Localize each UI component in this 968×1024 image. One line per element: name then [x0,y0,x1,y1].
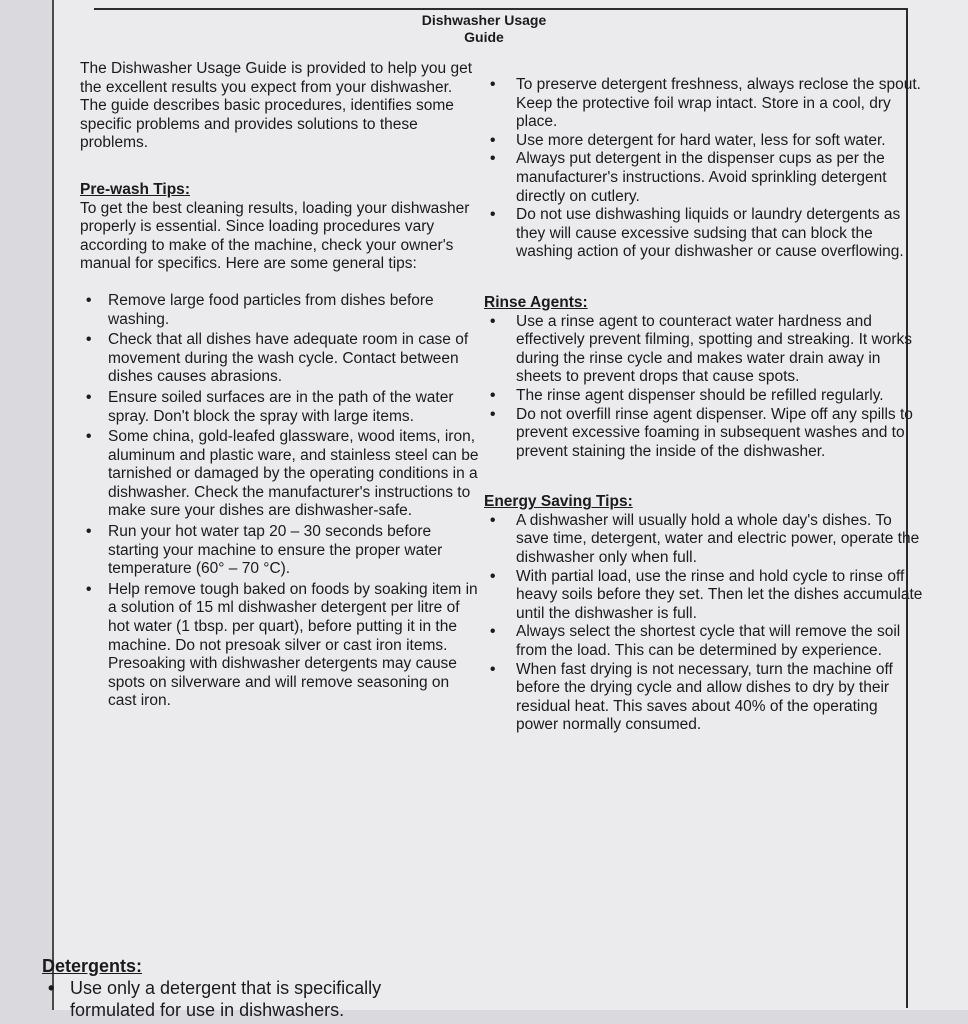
detergents-heading: Detergents: [42,956,143,976]
right-column [484,76,924,735]
list-item: • Do not overfill rinse agent dispenser. Wipe off any spills to prevent excessive foaming in subsequent washes and to prevent staining the inside of the dishwasher. [490,405,913,460]
left-column [80,60,480,713]
list-item: • Use more detergent for hard water, less for soft water. [490,131,886,149]
title-line-1: Dishwasher Usage [421,12,547,28]
list-item: • Always put detergent in the dispenser cups as per the manufacturer's instructions. Avoid sprinkling detergent directly on cutlery. [490,150,887,205]
list-item: • The rinse agent dispenser should be refilled regularly. [490,386,884,404]
list-item: • Always select the shortest cycle that will remove the soil from the load. This can be determined by experience. [490,623,901,660]
list-item: • Some china, gold-leafed glassware, wood items, iron, aluminum and plastic ware, and stainless steel can be tarnished or damaged by the operating conditions in a dishwasher. Check the manufacturer's instructions to make sure your dishes are dishwasher-safe. [86,428,479,520]
detergents-list [484,76,924,262]
list-item: • Ensure soiled surfaces are in the path of the water spray. Don't block the spray with large items. [86,388,454,425]
list-item: • Do not use dishwashing liquids or laundry detergents as they will cause excessive sudsing that can block the washing action of your dishwasher or cause overflowing. [490,206,904,261]
intro-paragraph-2: The guide describes basic procedures, identifies some specific problems and provides solutions to these problems. [80,97,454,152]
list-item: • Use a rinse agent to counteract water hardness and effectively prevent filming, spotting and streaking. It works during the rinse cycle and makes water drain away in sheets to prevent drops that cause spots. [490,312,913,386]
list-item: • Use only a detergent that is specifically formulated for use in dishwashers. [48,978,382,1020]
document-page [42,0,968,1020]
prewash-list [80,292,480,711]
document-title [364,12,604,46]
list-item: • To preserve detergent freshness, always reclose the spout. Keep the protective foil wrap intact. Store in a cool, dry place. [490,76,921,131]
list-item: • Remove large food particles from dishes before washing. [86,291,434,328]
list-item: • Run your hot water tap 20 – 30 seconds before starting your machine to ensure the proper water temperature (60° – 70 °C). [86,523,443,578]
energy-list [484,512,924,735]
intro-paragraph-1: The Dishwasher Usage Guide is provided to help you get the excellent results you expect from your dishwasher. [80,60,473,96]
top-border [94,8,908,10]
detergents-section [42,955,462,1021]
list-item: • Check that all dishes have adequate room in case of movement during the wash cycle. Contact between dishes causes abrasions. [86,331,469,386]
energy-heading: Energy Saving Tips: [484,493,633,511]
prewash-intro: To get the best cleaning results, loading your dishwasher properly is essential. Since loading procedures vary according to make of the machine, check your owner's manual for specifics. Here are some general tips: [80,199,470,273]
list-item: • A dishwasher will usually hold a whole day's dishes. To save time, detergent, water and electric power, operate the dishwasher only when full. [490,511,920,567]
list-item: • With partial load, use the rinse and hold cycle to rinse off heavy soils before they set. Then let the dishes accumulate until the dishwasher is full. [490,567,923,622]
detergents-list-left [42,977,462,1021]
prewash-heading: Pre-wash Tips: [80,180,190,198]
rinse-list [484,313,924,462]
title-line-2: Guide [464,29,504,45]
rinse-heading: Rinse Agents: [484,293,588,311]
list-item: • When fast drying is not necessary, turn the machine off before the drying cycle and allow dishes to dry by their residual heat. This saves about 40% of the operating power normally consumed. [490,660,893,734]
list-item: • Help remove tough baked on foods by soaking item in a solution of 15 ml dishwasher detergent per litre of hot water (1 tbsp. per quart), before putting it in the machine. Do not presoak silver or cast iron items. Presoaking with dishwasher detergents may cause spots on silverware and will remove seasoning on cast iron. [86,580,478,710]
